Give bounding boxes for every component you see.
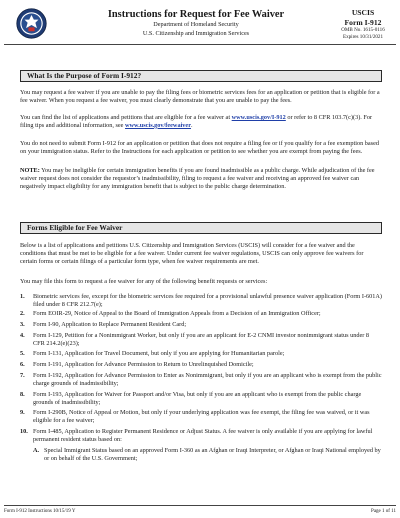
agency-abbr: USCIS (351, 8, 375, 17)
list-item (20, 391, 382, 407)
list-item-number: 2. (20, 310, 25, 317)
list-item-text: Form I-192, Application for Advance Permission to Enter as Nonimmigrant, but only if you are an applicant who is exempt from the public charge grounds of inadmissibility; (33, 372, 382, 387)
list-item (20, 350, 382, 358)
list-item-number: 7. (20, 372, 25, 379)
list-item-number: 8. (20, 391, 25, 398)
list-item (20, 332, 382, 348)
omb-number: OMB No. 1615-0116 (341, 27, 385, 33)
sub-list-item-text: Special Immigrant Status based on an approved Form I-360 as an Afghan or Iraqi Interpreter, or Afghan or Iraqi National employed by or on behalf of the U.S. Government; (44, 447, 381, 462)
i912-link[interactable]: www.uscis.gov/I-912 (231, 114, 286, 121)
dhs-seal-icon (16, 8, 47, 39)
document-title: Instructions for Request for Fee Waiver (107, 9, 285, 20)
list-item-text: Form I-191, Application for Advance Permission to Return to Unrelinquished Domicile; (33, 361, 254, 368)
list-item-number: 4. (20, 332, 25, 339)
list-item-text: Form I-193, Application for Waiver for Passport and/or Visa, but only if you are an applicant who is exempt from the public charge grounds of inadmissibility; (33, 391, 362, 406)
p2-text-b: or refer to 8 CFR 103.7(c)(3). For filing tips and additional information, see (20, 114, 373, 129)
list-item (20, 409, 382, 425)
list-item-number: 10. (20, 428, 28, 435)
purpose-paragraph-1: You may request a fee waiver if you are unable to pay the filing fees or biometric services fees for an application or petition that is eligible for a fee waiver. When you request a fee waiver, you must clearly demonstrate that you are unable to pay the fees. (20, 89, 380, 104)
purpose-note (20, 167, 382, 190)
list-item-text: Form I-290B, Notice of Appeal or Motion, but only if your underlying application was fee exempt, the filing fee was waived, or it was eligible for a fee waiver; (33, 409, 370, 424)
list-item-text: Form I-129, Petition for a Nonimmigrant Worker, but only if you are an applicant for E-2 CNMI investor nonimmigrant status under 8 CFR 214.2(e)(23); (33, 332, 370, 347)
list-item (20, 361, 382, 369)
section-heading-purpose: What Is the Purpose of Form I-912? (20, 70, 382, 82)
purpose-paragraph-3: You do not need to submit Form I-912 for an application or petition that does not require a filing fee or if you qualify for a fee exemption based on your immigration status. Refer to the Instructions for each application or petition to see whether you are exempt from paying the fees. (20, 140, 379, 155)
list-item (20, 310, 382, 318)
list-item-text: Form I-90, Application to Replace Permanent Resident Card; (33, 321, 187, 328)
footer-rule (4, 505, 396, 506)
footer-page-number: Page 1 of 11 (371, 509, 396, 514)
eligible-intro: Below is a list of applications and petitions U.S. Citizenship and Immigration Services (USCIS) will consider for a fee waiver and the conditions that must be met to be eligible for a fee waiver. Under current fee waiver regulations, USCIS can only approve fee waivers for certain forms or certain filings of a particular form type, when fee waiver requirements are met. (20, 242, 364, 265)
sub-list-item-letter: A. (33, 447, 40, 454)
note-label: NOTE: (20, 167, 40, 174)
department-name: Department of Homeland Security (153, 21, 239, 28)
list-item-number: 6. (20, 361, 25, 368)
section-heading-eligible: Forms Eligible for Fee Waiver (20, 222, 382, 234)
header-center (60, 8, 332, 38)
eligible-lead: You may file this form to request a fee waiver for any of the following benefit requests or services: (20, 278, 268, 285)
list-item (20, 321, 382, 329)
list-item-number: 5. (20, 350, 25, 357)
p2-text-a: You can find the list of applications and petitions that are eligible for a fee waiver at (20, 114, 232, 121)
list-item (20, 293, 382, 309)
list-item-number: 3. (20, 321, 25, 328)
list-item-text: Form I-131, Application for Travel Document, but only if you are applying for Humanitarian parole; (33, 350, 285, 357)
list-item-text: Form I-485, Application to Register Permanent Residence or Adjust Status. A fee waiver is only available if you are applying for lawful permanent resident status based on: (33, 428, 373, 443)
sub-list-item (33, 447, 382, 463)
footer-form-edition: Form I-912 Instructions 10/15/19 Y (4, 509, 76, 514)
purpose-paragraph-2 (20, 114, 382, 130)
header-right (333, 8, 393, 40)
list-item-text: Form EOIR-29, Notice of Appeal to the Board of Immigration Appeals from a Decision of an Immigration Officer; (33, 310, 321, 317)
feewaiver-link[interactable]: www.uscis.gov/feewaiver (125, 121, 191, 129)
agency-name: U.S. Citizenship and Immigration Services (142, 29, 250, 37)
expiration-date: Expires 10/31/2021 (342, 33, 384, 40)
list-item (20, 428, 382, 444)
header-rule (4, 44, 396, 45)
form-number: Form I-912 (344, 17, 382, 27)
list-item (20, 372, 382, 388)
list-item-text: Biometric services fee, except for the biometric services fee required for a provisional unlawful presence waiver application (Form I-601A) filed under 8 CFR 212.7(e); (33, 293, 382, 308)
list-item-number: 9. (20, 409, 25, 416)
p2-text-c: . (190, 121, 193, 129)
note-text: You may be ineligible for certain immigration benefits if you are found inadmissible as a public charge. While adjudication of the fee waiver request does not consider the requestor’s inadmissibility, filing to request a fee waiver and receiving an approved fee waiver can negatively impact eligibility for any immigration benefit that is subject to the public charge determination. (20, 167, 375, 190)
list-item-number: 1. (20, 293, 25, 300)
